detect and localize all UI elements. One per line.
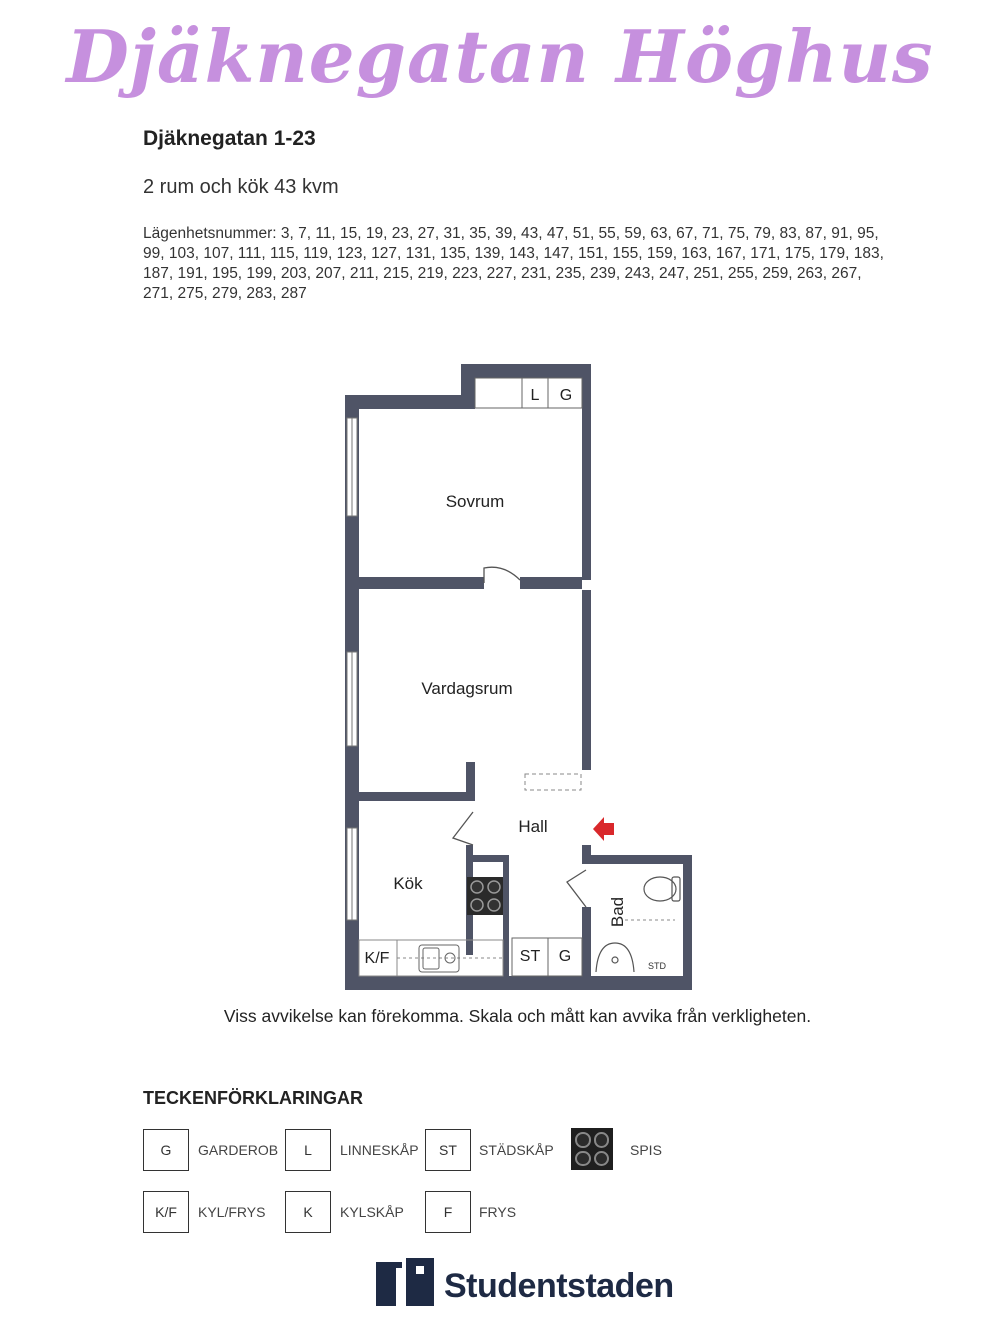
legend-code-fridge-freezer: K/F: [143, 1191, 189, 1233]
legend-code-fridge: K: [285, 1191, 331, 1233]
bedroom-wardrobe-marker: G: [559, 387, 573, 404]
legend-label-stove: SPIS: [630, 1142, 662, 1158]
walls: [345, 364, 692, 990]
hall-cleaning-marker: ST: [519, 948, 541, 965]
legend-label-cleaning: STÄDSKÅP: [479, 1142, 554, 1158]
apartment-size: 2 rum och kök 43 kvm: [143, 176, 339, 198]
legend-code-freezer: F: [425, 1191, 471, 1233]
toilet-icon: [644, 877, 680, 901]
windows: [347, 418, 357, 920]
room-label-kitchen: Kök: [393, 874, 423, 893]
legend-label-linen: LINNESKÅP: [340, 1142, 419, 1158]
bath-door: [567, 870, 586, 907]
bedroom-door: [484, 567, 520, 583]
legend-code-linen: L: [285, 1129, 331, 1171]
legend-code-wardrobe: G: [143, 1129, 189, 1171]
kitchen-door: [453, 812, 473, 845]
address-heading: Djäknegatan 1-23: [143, 127, 316, 150]
logo-mark-icon: [376, 1258, 438, 1306]
brand-name: Studentstaden: [444, 1267, 674, 1305]
hall-shelf: [525, 774, 581, 790]
hall-wardrobe-marker: G: [558, 948, 572, 965]
apartment-numbers: Lägenhetsnummer: 3, 7, 11, 15, 19, 23, 27, 31, 35, 39, 43, 47, 51, 55, 59, 63, 67, 71, 75, 79, 83, 87, 91, 95, 99, 103, 107, 111, 115, 119, 123, 127, 131, 135, 139, 143, 147, 151, 155, 159, 163, 167, 171, 175, 179, 183, 187, 191, 195, 199, 203, 207, 211, 215, 219, 223, 227, 231, 235, 239, 243, 247, 251, 255, 259, 263, 267, 271, 275, 279, 283, 287: [143, 225, 884, 302]
room-label-living-room: Vardagsrum: [421, 679, 513, 698]
bedroom-linen-marker: L: [530, 387, 540, 404]
legend-code-cleaning: ST: [425, 1129, 471, 1171]
bath-tag: STD: [648, 961, 666, 971]
legend-label-wardrobe: GARDEROB: [198, 1142, 279, 1158]
studentstaden-logo: [376, 1258, 674, 1306]
legend-label-fridge-freezer: KYL/FRYS: [198, 1204, 266, 1220]
legend-label-fridge: KYLSKÅP: [340, 1204, 404, 1220]
legend-title: TECKENFÖRKLARINGAR: [143, 1088, 363, 1108]
legend-label-freezer: FRYS: [479, 1204, 517, 1220]
kitchen-fridge-marker: K/F: [364, 950, 390, 967]
entrance-arrow-icon: [593, 817, 614, 841]
room-label-bedroom: Sovrum: [445, 492, 505, 511]
building-title: Djäknegatan Höghus: [66, 14, 934, 99]
room-label-hall: Hall: [518, 817, 548, 836]
disclaimer: Viss avvikelse kan förekomma. Skala och mått kan avvika från verkligheten.: [223, 1006, 812, 1026]
room-label-bathroom: Bad: [608, 896, 627, 928]
washbasin-icon: [596, 943, 634, 972]
legend-stove-icon: [571, 1128, 613, 1170]
stove-icon: [467, 877, 503, 915]
